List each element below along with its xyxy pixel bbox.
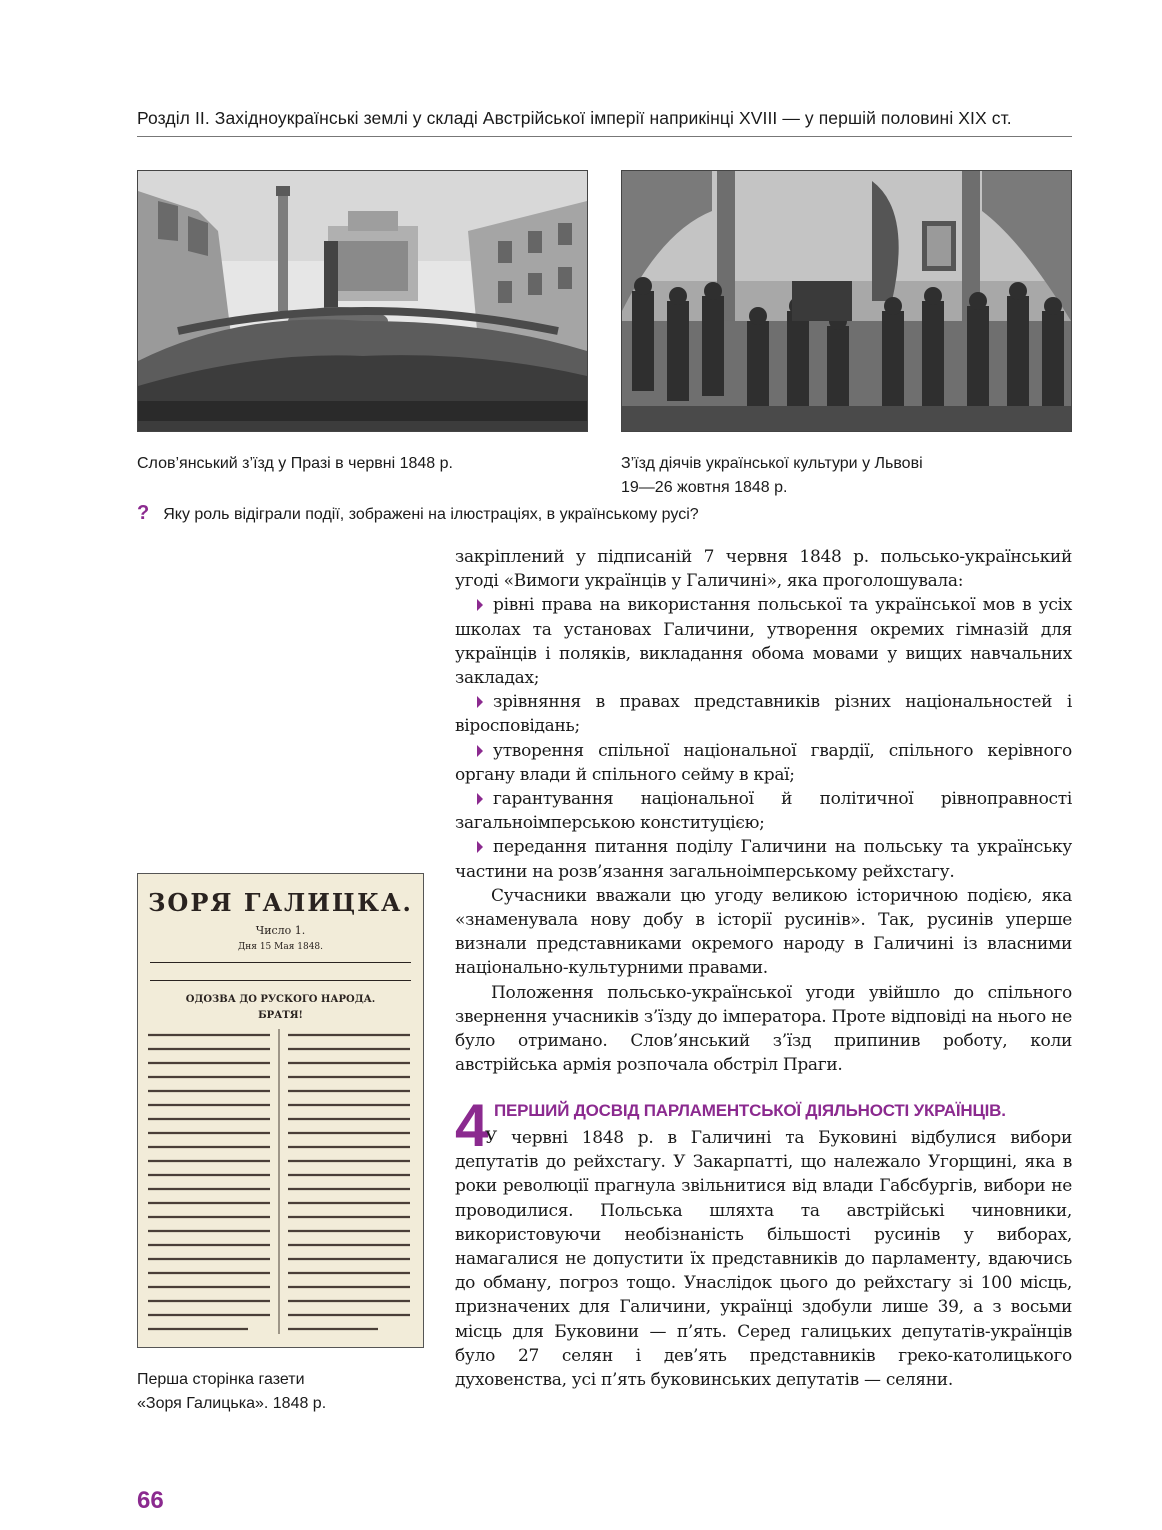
header-rule xyxy=(137,136,1072,137)
section-number: 4 xyxy=(455,1092,489,1159)
page-number: 66 xyxy=(137,1487,164,1514)
illustration-question xyxy=(137,502,699,526)
chapter-header: Розділ ІІ. Західноукраїнські землі у складі Австрійської імперії наприкінці XVIII — у першій половині XIX ст. xyxy=(137,108,1012,128)
bullet-arrow-icon xyxy=(477,696,483,708)
lviv-congress-image xyxy=(621,170,1072,432)
list-item: утворення спільної національної гвардії, спільного керівного органу влади й спільного сейму в краї; xyxy=(455,740,1072,785)
lviv-caption xyxy=(621,452,1072,500)
intro-paragraph: закріплений у підписаній 7 червня 1848 р. польсько-український угоді «Вимоги українців у Галичині», яка проголошувала: xyxy=(455,547,1072,592)
list-item: передання питання поділу Галичини на польську та українську частини на розв’язання загальноімперському рейхстагу. xyxy=(455,837,1072,882)
newspaper-date: Дня 15 Мая 1848. xyxy=(237,942,324,952)
bullet-arrow-icon xyxy=(477,841,483,853)
newspaper-caption-line1: Перша сторінка газети xyxy=(137,1371,305,1388)
newspaper-rule xyxy=(150,980,411,981)
newspaper-title: ЗОРЯ ГАЛИЦКА. xyxy=(148,888,413,917)
newspaper-image xyxy=(137,873,424,1348)
prague-congress-image xyxy=(137,170,588,432)
question-text: Яку роль відіграли події, зображені на ілюстраціях, в українському русі? xyxy=(163,506,699,523)
newspaper-columns xyxy=(148,1029,413,1334)
list-item: рівні права на використання польської та української мов в усіх школах та установах Галичини, утворення окремих гімназій для українців і поляків, викладання обома мовами у вищих навчальних закладах; xyxy=(455,595,1072,689)
main-text xyxy=(455,545,1072,1077)
bullet-arrow-icon xyxy=(477,599,483,611)
newspaper-greeting: БРАТЯ! xyxy=(258,1010,303,1021)
newspaper-issue: Число 1. xyxy=(255,924,306,937)
newspaper-rule xyxy=(150,962,411,963)
newspaper-caption-line2: «Зоря Галицька». 1848 р. xyxy=(137,1395,327,1412)
newspaper-caption xyxy=(137,1368,437,1416)
body-paragraph: Сучасники вважали цю угоду великою історичною подією, яка «знаменувала нову добу в історії русинів». Так, русинів уперше визнали представниками окремого народу в Галичині із власними національно-культурними правами. xyxy=(455,885,1072,979)
body-paragraph: Положення польсько-української угоди увійшло до спільного звернення учасників з’їзду до імператора. Проте відповіді на нього не було отримано. Слов’янський з’їзд припинив роботу, коли австрійська армія розпочала обстріл Праги. xyxy=(455,982,1072,1076)
lviv-caption-line1: З’їзд діячів української культури у Львові xyxy=(621,455,923,472)
list-item: гарантування національної й політичної рівноправності загальноімперською конституцією; xyxy=(455,789,1072,834)
section-text xyxy=(455,1126,1072,1392)
section-paragraph: У червні 1848 р. в Галичині та Буковині відбулися вибори депутатів до рейхстагу. У Закарпатті, що належало Угорщині, яка в роки революції прагнула звільнитися від влади Габсбургів, вибори не проводилися. Польська шляхта та австрійські чиновники, використовуючи необізнаність більшості русинів у виборах, намагалися не допустити їх представників до парламенту, вдаючись до обману, погроз тощо. Унаслідок цього до рейхстагу зі 100 місць, призначених для Галичини, українці здобули лише 39, а з восьми місць для Буковини — п’ять. Серед галицьких депутатів-українців було 27 селян і дев’ять представників греко-католицького духовенства, усі п’ять буковинських депутатів — селяни. xyxy=(455,1128,1072,1391)
bullet-arrow-icon xyxy=(477,793,483,805)
section-title: ПЕРШИЙ ДОСВІД ПАРЛАМЕНТСЬКОЇ ДІЯЛЬНОСТІ УКРАЇНЦІВ. xyxy=(494,1101,1006,1120)
lviv-caption-line2: 19—26 жовтня 1848 р. xyxy=(621,479,788,496)
newspaper-headline: ОДОЗВА ДО РУСКОГО НАРОДА. xyxy=(185,994,376,1005)
list-item: зрівняння в правах представників різних національностей і віросповідань; xyxy=(455,692,1072,737)
question-mark-icon: ? xyxy=(137,502,150,524)
bullet-arrow-icon xyxy=(477,745,483,757)
prague-caption: Слов’янський з’їзд у Празі в червні 1848 р. xyxy=(137,455,453,472)
